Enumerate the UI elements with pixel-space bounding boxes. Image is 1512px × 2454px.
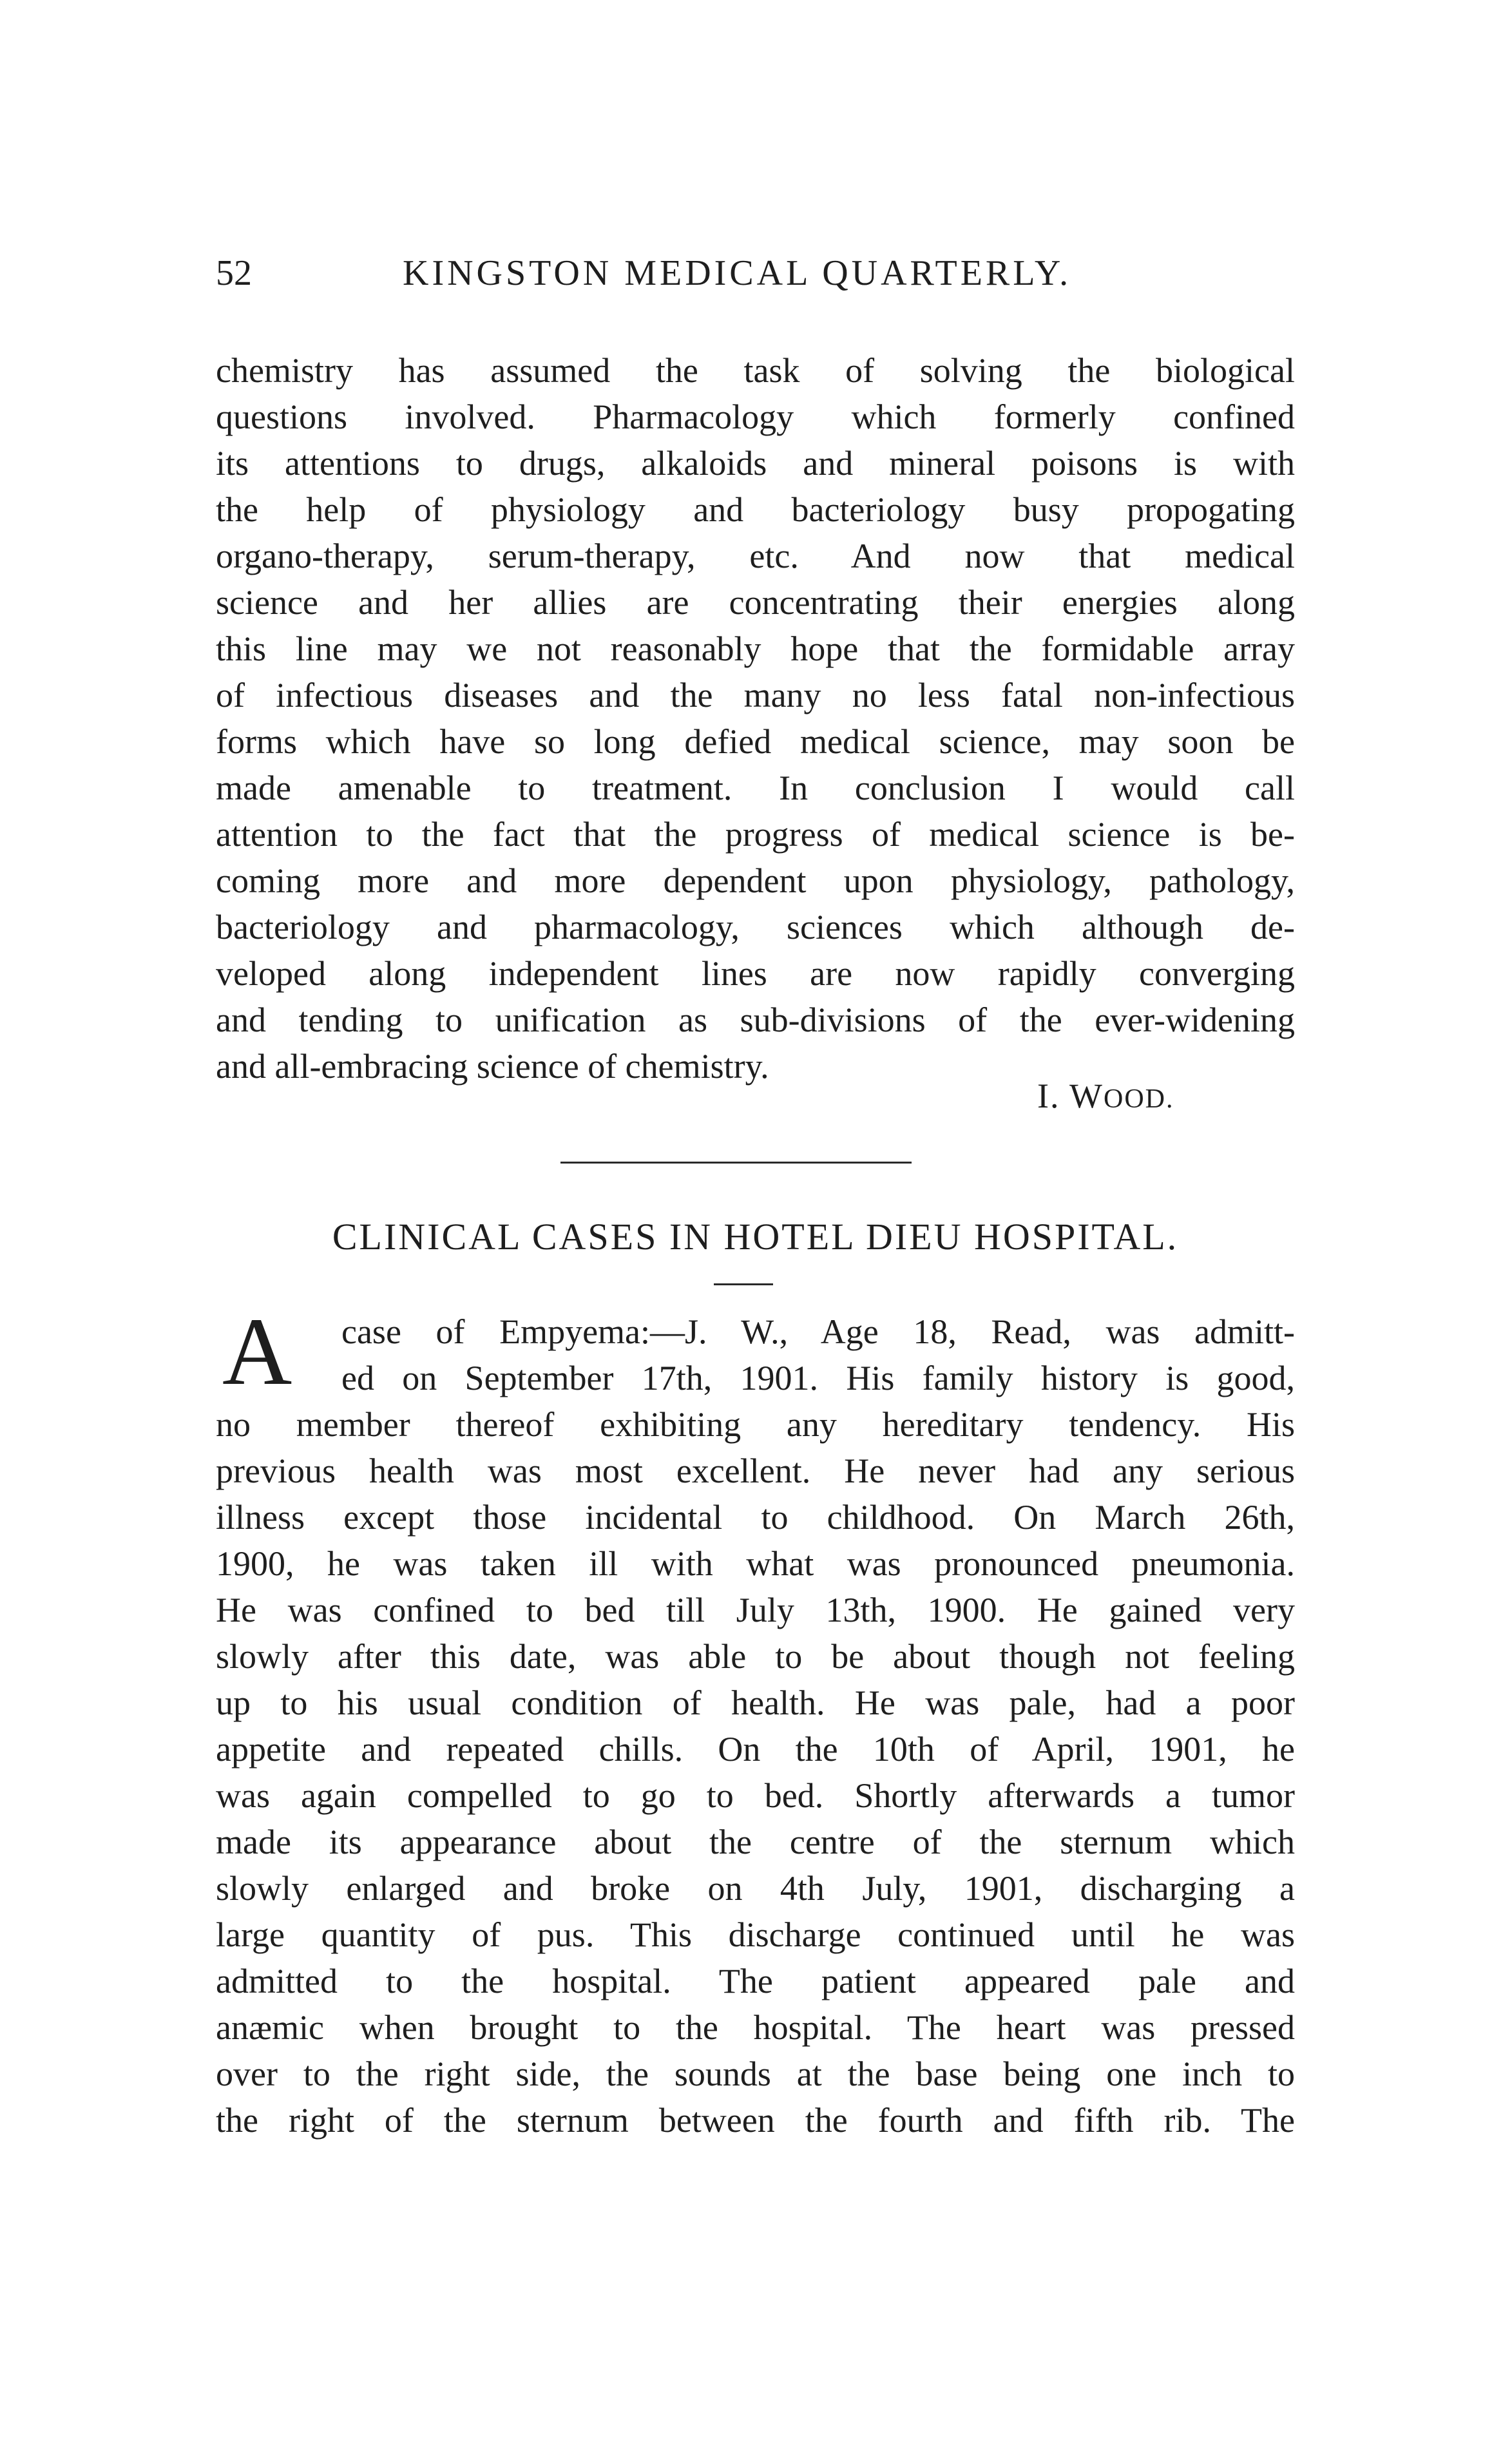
text-line: coming more and more dependent upon physiology, pathology, [216, 861, 1295, 900]
text-line: case of Empyema:—J. W., Age 18, Read, was admitt- [341, 1312, 1295, 1351]
text-line: bacteriology and pharmacology, sciences which although de- [216, 908, 1295, 946]
text-line: its attentions to drugs, alkaloids and mineral poisons is with [216, 444, 1295, 483]
text-line: of infectious diseases and the many no less fatal non-infectious [216, 676, 1295, 714]
text-line: 1900, he was taken ill with what was pronounced pneumonia. [216, 1544, 1295, 1583]
text-line: illness except those incidental to childhood. On March 26th, [216, 1498, 1295, 1537]
text-line: made amenable to treatment. In conclusion I would call [216, 769, 1295, 807]
text-line: slowly enlarged and broke on 4th July, 1901, discharging a [216, 1869, 1295, 1908]
text-line: the right of the sternum between the fourth and fifth rib. The [216, 2101, 1295, 2140]
running-head [216, 247, 1295, 299]
text-line: anæmic when brought to the hospital. The heart was pressed [216, 2008, 1295, 2047]
text-line: chemistry has assumed the task of solving the biological [216, 351, 1295, 390]
text-line: organo-therapy, serum-therapy, etc. And now that medical [216, 537, 1295, 575]
text-line: appetite and repeated chills. On the 10th of April, 1901, he [216, 1730, 1295, 1769]
text-line: attention to the fact that the progress of medical science is be- [216, 815, 1295, 854]
text-line: over to the right side, the sounds at the base being one inch to [216, 2055, 1295, 2093]
text-line: the help of physiology and bacteriology busy propogating [216, 490, 1295, 529]
text-line: large quantity of pus. This discharge continued until he was [216, 1915, 1295, 1954]
text-line: admitted to the hospital. The patient appeared pale and [216, 1962, 1295, 2000]
text-line: slowly after this date, was able to be about though not feeling [216, 1637, 1295, 1676]
text-line: was again compelled to go to bed. Shortly afterwards a tumor [216, 1776, 1295, 1815]
text-line: made its appearance about the centre of the sternum which [216, 1823, 1295, 1861]
section-heading: CLINICAL CASES IN HOTEL DIEU HOSPITAL. [332, 1216, 1179, 1258]
text-line: forms which have so long defied medical science, may soon be [216, 722, 1295, 761]
text-line: no member thereof exhibiting any hereditary tendency. His [216, 1405, 1295, 1444]
text-line: up to his usual condition of health. He was pale, had a poor [216, 1683, 1295, 1722]
text-line: and tending to unification as sub-divisions of the ever-widening [216, 1001, 1295, 1039]
page-number: 52 [216, 253, 252, 293]
section-divider [560, 1162, 912, 1164]
heading-underline [714, 1283, 773, 1285]
signature-initial: I. W [1037, 1077, 1104, 1115]
drop-cap: A [222, 1298, 292, 1405]
journal-title: KINGSTON MEDICAL QUARTERLY. [403, 253, 1072, 293]
text-line: previous health was most excellent. He never had any serious [216, 1452, 1295, 1490]
text-line: this line may we not reasonably hope that the formidable array [216, 629, 1295, 668]
signature-rest: OOD. [1103, 1084, 1174, 1114]
text-line: He was confined to bed till July 13th, 1900. He gained very [216, 1591, 1295, 1629]
text-line: veloped along independent lines are now rapidly converging [216, 954, 1295, 993]
text-line: science and her allies are concentrating their energies along [216, 583, 1295, 622]
author-signature [1037, 1075, 1174, 1120]
text-line: ed on September 17th, 1901. His family history is good, [341, 1359, 1295, 1397]
text-line: questions involved. Pharmacology which formerly confined [216, 398, 1295, 436]
text-line: and all-embracing science of chemistry. [216, 1047, 769, 1086]
